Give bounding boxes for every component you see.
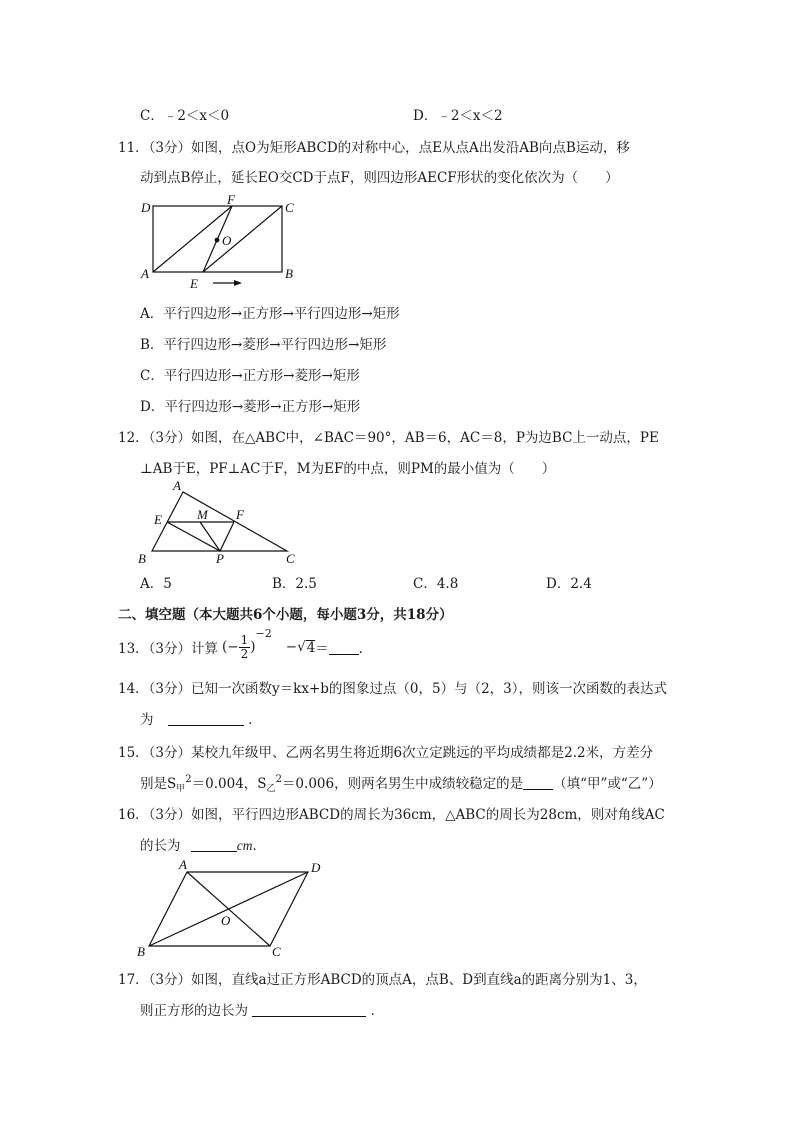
q15-line2: 别是$S_甲^2=0.004$，$S_乙^2=0.006$，则两名男生中成绩较稳定的是 （填“甲”或“乙”） <box>140 774 662 794</box>
q12-stem-line1: 12．（3分）如图，在△ABC中，∠BAC＝90°，AB＝6，AC＝8，P为边BC上一动点，PE <box>118 430 659 446</box>
q10-option-d: D．﹣2＜x＜2 <box>413 108 503 124</box>
q13-frac-den: 2 <box>240 646 249 661</box>
q11-option-b: B．平行四边形→菱形→平行四边形→矩形 <box>140 337 387 353</box>
q11-option-d: D．平行四边形→菱形→正方形→矩形 <box>140 399 361 415</box>
q12-option-b: B．2.5 <box>272 576 317 592</box>
q11-label-e: E <box>190 276 198 291</box>
q14-line2-suffix: ． <box>248 712 262 728</box>
q12-label-c: C <box>286 551 295 566</box>
q11-label-a: A <box>141 266 149 281</box>
q15-stem-line1: 15．（3分）某校九年级甲、乙两名男生将近期6次立定跳远的平均成绩都是2.2米，方差分 <box>118 745 654 761</box>
q16-unit: cm <box>236 838 253 853</box>
q12-label-f: F <box>236 507 244 522</box>
q10-option-c: C．﹣2＜x＜0 <box>140 108 230 124</box>
q15-sub-jia: 甲 <box>176 784 186 794</box>
q15-text-d: （填“甲”或“乙”） <box>553 776 662 792</box>
q14-line2-prefix: 为 <box>140 712 154 728</box>
q17-answer-blank <box>252 1002 366 1017</box>
q11-label-f: F <box>227 192 235 207</box>
q16-line2-prefix: 的长为 <box>140 838 181 854</box>
q17-stem-line1: 17．（3分）如图，直线a过正方形ABCD的顶点A，点B、D到直线a的距离分别为1、3， <box>118 972 647 988</box>
q14-stem-line1: 14．（3分）已知一次函数y＝kx+b的图象过点（0，5）与（2，3），则该一次函数的表达式 <box>118 681 667 697</box>
q15-text-c: ＝0.006，则两名男生中成绩较稳定的是 <box>281 776 524 792</box>
q12-stem-line2: ⊥AB于E，PF⊥AC于F，M为EF的中点，则PM的最小值为（ ） <box>140 461 556 477</box>
q13-frac-num: 1 <box>240 632 249 647</box>
q11-option-c: C．平行四边形→正方形→菱形→矩形 <box>140 368 360 384</box>
q12-label-m: M <box>197 507 208 522</box>
q16-label-a: A <box>179 857 187 872</box>
section2-title: 二、填空题（本大题共6个小题，每小题3分，共18分） <box>118 607 453 623</box>
q11-label-c: C <box>285 200 294 215</box>
q13-radicand: 4 <box>306 639 316 656</box>
q11-label-o: O <box>222 233 232 248</box>
q17-line2-prefix: 则正方形的边长为 <box>140 1003 248 1019</box>
q13-prefix: 13．（3分）计算 <box>118 641 219 657</box>
q12-option-a: A．5 <box>140 576 172 592</box>
q17-line2-suffix: ． <box>370 1003 385 1019</box>
q11-stem-line2: 动到点B停止，延长EO交CD于点F，则四边形AECF形状的变化依次为（ ） <box>140 170 619 186</box>
q11-label-b: B <box>285 266 293 281</box>
q11-option-a: A．平行四边形→正方形→平行四边形→矩形 <box>140 306 400 322</box>
q16-label-c: C <box>272 944 281 959</box>
q17-line2 <box>140 999 384 1019</box>
q12-label-e: E <box>154 512 162 527</box>
q12-option-d: D．2.4 <box>546 576 592 592</box>
q16-line2-suffix: ． <box>252 838 267 854</box>
q12-label-a: A <box>173 478 181 493</box>
q11-label-d: D <box>141 200 151 215</box>
q16-label-b: B <box>137 944 145 959</box>
q16-stem-line1: 16．（3分）如图，平行四边形ABCD的周长为36cm，△ABC的周长为28cm，则对角线AC <box>118 807 665 823</box>
q13-line: 13．（3分）计算 (− $\frac{1}{2}$ ) −2 −√ 4 ＝ ． <box>118 626 373 661</box>
q12-label-b: B <box>138 551 146 566</box>
q16-label-o: O <box>221 913 231 928</box>
q12-label-p: P <box>216 551 224 566</box>
q15-text-a: 别是S <box>140 776 177 792</box>
q15-sub-yi: 乙 <box>266 784 276 794</box>
q16-label-d: D <box>311 860 321 875</box>
q13-suffix: ． <box>358 641 373 657</box>
q12-option-c: C．4.8 <box>413 576 459 592</box>
q15-text-b: ＝0.004，S <box>191 776 267 792</box>
q11-stem-line1: 11．（3分）如图，点O为矩形ABCD的对称中心，点E从点A出发沿AB向点B运动，移 <box>118 140 630 156</box>
q13-exponent: −2 <box>255 626 272 640</box>
